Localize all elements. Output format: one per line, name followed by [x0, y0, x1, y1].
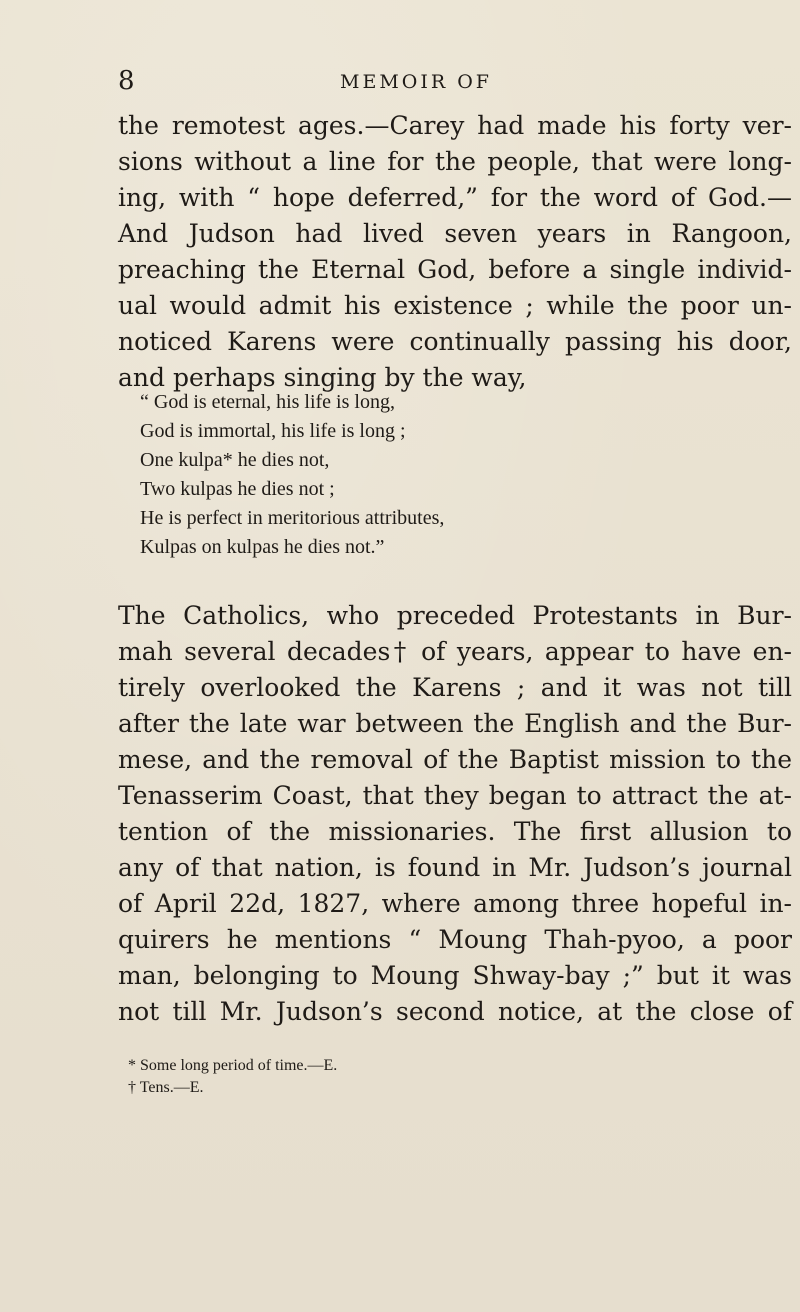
poem-line: He is perfect in meritorious attributes,: [140, 507, 445, 529]
text-line: and perhaps singing by the way,: [118, 363, 527, 392]
text-line: Tenasserim Coast, that they began to attract the at-: [118, 781, 792, 810]
poem-line: “ God is eternal, his life is long,: [140, 391, 395, 413]
text-line: sions without a line for the people, that were long-: [118, 147, 792, 176]
karen-poem: [140, 388, 700, 562]
poem-line: One kulpa* he dies not,: [140, 449, 330, 471]
text-line: any of that nation, is found in Mr. Judson’s journal: [118, 853, 792, 882]
text-line: tirely overlooked the Karens ; and it was not till: [118, 673, 792, 702]
text-line: after the late war between the English and the Bur-: [118, 709, 792, 738]
text-line: mah several decades† of years, appear to have en-: [118, 637, 792, 666]
poem-line: Two kulpas he dies not ;: [140, 478, 335, 500]
poem-line: Kulpas on kulpas he dies not.”: [140, 536, 385, 558]
text-line: mese, and the removal of the Baptist mission to the: [118, 745, 792, 774]
paragraph-1: [118, 108, 792, 396]
text-line: tention of the missionaries. The first allusion to: [118, 817, 792, 846]
text-line: And Judson had lived seven years in Rangoon,: [118, 219, 792, 248]
footnotes: [128, 1055, 628, 1099]
text-line: The Catholics, who preceded Protestants in Bur-: [118, 601, 792, 630]
paragraph-2: [118, 598, 792, 1030]
page-number: 8: [118, 66, 135, 96]
text-line: preaching the Eternal God, before a single individ-: [118, 255, 792, 284]
text-line: noticed Karens were continually passing his door,: [118, 327, 792, 356]
running-head: MEMOIR OF: [340, 71, 492, 93]
text-line: not till Mr. Judson’s second notice, at the close of: [118, 997, 792, 1026]
text-line: man, belonging to Moung Shway-bay ;” but it was: [118, 961, 792, 990]
text-line: ing, with “ hope deferred,” for the word of God.—: [118, 183, 792, 212]
text-line: quirers he mentions “ Moung Thah-pyoo, a poor: [118, 925, 792, 954]
page-header: [118, 68, 718, 98]
text-line: ual would admit his existence ; while the poor un-: [118, 291, 792, 320]
poem-line: God is immortal, his life is long ;: [140, 420, 406, 442]
text-line: the remotest ages.—Carey had made his forty ver-: [118, 111, 792, 140]
footnote-decades: † Tens.—E.: [128, 1079, 204, 1096]
footnote-kulpa: * Some long period of time.—E.: [128, 1057, 338, 1074]
text-line: of April 22d, 1827, where among three hopeful in-: [118, 889, 792, 918]
